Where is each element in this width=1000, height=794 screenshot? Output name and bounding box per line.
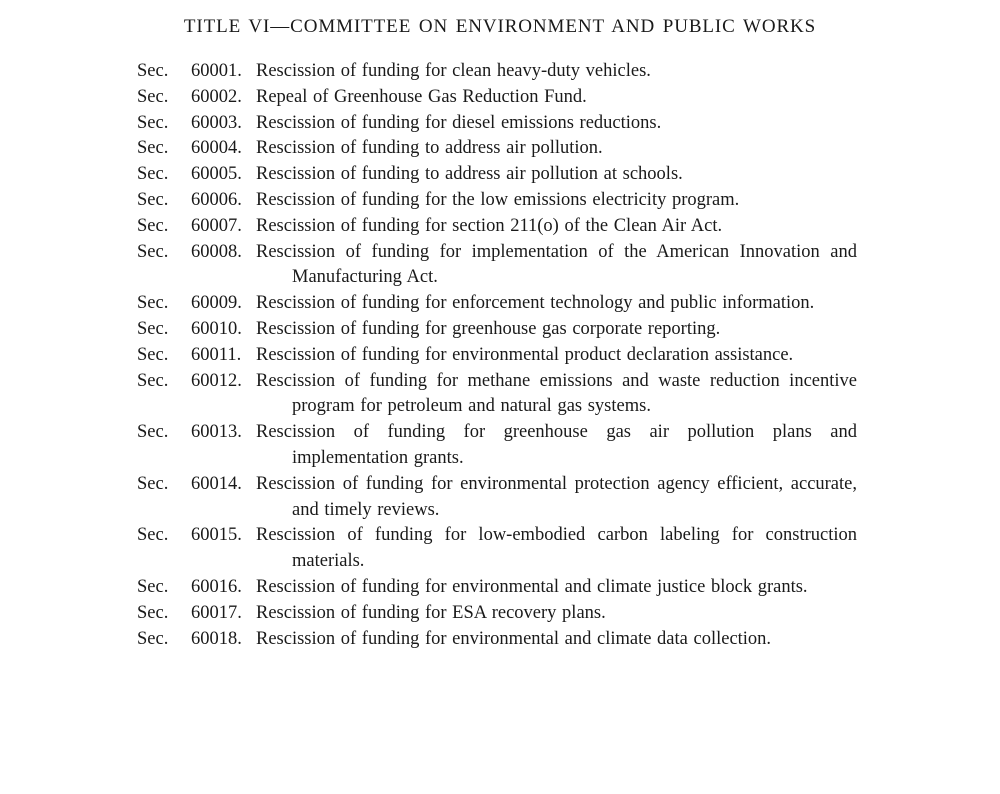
section-label: Sec. bbox=[137, 525, 169, 546]
section-entry bbox=[137, 111, 857, 137]
section-label: Sec. bbox=[137, 112, 169, 133]
section-entry bbox=[137, 214, 857, 240]
section-number: 60004. bbox=[191, 138, 242, 159]
section-title: Rescission of funding for enforcement technology and public information. bbox=[256, 293, 815, 314]
section-title: Rescission of funding for section 211(o) of the Clean Air Act. bbox=[256, 215, 723, 236]
section-label: Sec. bbox=[137, 61, 169, 81]
section-number: 60016. bbox=[191, 576, 242, 597]
section-number: 60018. bbox=[191, 628, 242, 649]
section-label: Sec. bbox=[137, 164, 169, 185]
section-number: 60003. bbox=[191, 112, 242, 133]
section-number: 60006. bbox=[191, 189, 242, 210]
section-label: Sec. bbox=[137, 293, 169, 314]
section-number: 60014. bbox=[191, 473, 242, 494]
section-title: Rescission of funding for environmental and climate data collection. bbox=[256, 628, 772, 649]
section-number: 60001. bbox=[191, 61, 242, 81]
section-entry bbox=[137, 601, 857, 627]
section-label: Sec. bbox=[137, 215, 169, 236]
section-entry bbox=[137, 291, 857, 317]
section-number: 60008. bbox=[191, 241, 242, 262]
section-entry bbox=[137, 627, 857, 653]
section-entry bbox=[137, 472, 857, 524]
section-list bbox=[137, 59, 857, 652]
section-entry bbox=[137, 188, 857, 214]
section-label: Sec. bbox=[137, 86, 169, 107]
section-label: Sec. bbox=[137, 602, 169, 623]
section-title: Rescission of funding for low-embodied carbon labeling for construction materials. bbox=[256, 525, 857, 572]
section-entry bbox=[137, 420, 857, 472]
section-entry bbox=[137, 317, 857, 343]
section-label: Sec. bbox=[137, 370, 169, 391]
section-entry bbox=[137, 85, 857, 111]
section-entry bbox=[137, 369, 857, 421]
section-number: 60005. bbox=[191, 164, 242, 185]
section-title: Repeal of Greenhouse Gas Reduction Fund. bbox=[256, 86, 587, 107]
section-entry bbox=[137, 240, 857, 292]
section-entry bbox=[137, 136, 857, 162]
section-number: 60017. bbox=[191, 602, 242, 623]
section-number: 60013. bbox=[191, 422, 242, 443]
section-title: Rescission of funding for clean heavy-duty vehicles. bbox=[256, 61, 651, 81]
section-label: Sec. bbox=[137, 628, 169, 649]
section-title: Rescission of funding to address air pollution. bbox=[256, 138, 603, 159]
section-title: Rescission of funding for diesel emissions reductions. bbox=[256, 112, 662, 133]
section-label: Sec. bbox=[137, 318, 169, 339]
section-number: 60002. bbox=[191, 86, 242, 107]
section-entry bbox=[137, 343, 857, 369]
section-title: Rescission of funding for ESA recovery plans. bbox=[256, 602, 606, 623]
section-title: Rescission of funding for methane emissions and waste reduction incentive program for petroleum and natural gas systems. bbox=[256, 370, 857, 417]
section-label: Sec. bbox=[137, 422, 169, 443]
section-label: Sec. bbox=[137, 241, 169, 262]
section-title: Rescission of funding for greenhouse gas air pollution plans and implementation grants. bbox=[256, 422, 857, 468]
section-entry bbox=[137, 523, 857, 575]
section-entry bbox=[137, 59, 857, 85]
section-label: Sec. bbox=[137, 344, 169, 365]
section-number: 60009. bbox=[191, 293, 242, 314]
section-title: Rescission of funding for environmental protection agency efficient, accurate, and timely reviews. bbox=[256, 473, 857, 520]
section-number: 60011. bbox=[191, 344, 242, 365]
section-title: Rescission of funding for the low emissions electricity program. bbox=[256, 189, 740, 210]
section-entry bbox=[137, 575, 857, 601]
section-title: Rescission of funding to address air pollution at schools. bbox=[256, 164, 683, 185]
section-title: Rescission of funding for environmental and climate justice block grants. bbox=[256, 576, 808, 597]
section-number: 60015. bbox=[191, 525, 242, 546]
section-title: Rescission of funding for implementation of the American Innovation and Manufacturing Act. bbox=[256, 241, 857, 288]
section-label: Sec. bbox=[137, 473, 169, 494]
section-title: Rescission of funding for environmental product declaration assistance. bbox=[256, 344, 794, 365]
section-label: Sec. bbox=[137, 189, 169, 210]
section-number: 60010. bbox=[191, 318, 242, 339]
section-label: Sec. bbox=[137, 576, 169, 597]
section-entry bbox=[137, 162, 857, 188]
section-number: 60007. bbox=[191, 215, 242, 236]
page-title: TITLE VI—COMMITTEE ON ENVIRONMENT AND PUBLIC WORKS bbox=[183, 16, 817, 37]
section-title: Rescission of funding for greenhouse gas corporate reporting. bbox=[256, 318, 721, 339]
section-number: 60012. bbox=[191, 370, 242, 391]
section-label: Sec. bbox=[137, 138, 169, 159]
